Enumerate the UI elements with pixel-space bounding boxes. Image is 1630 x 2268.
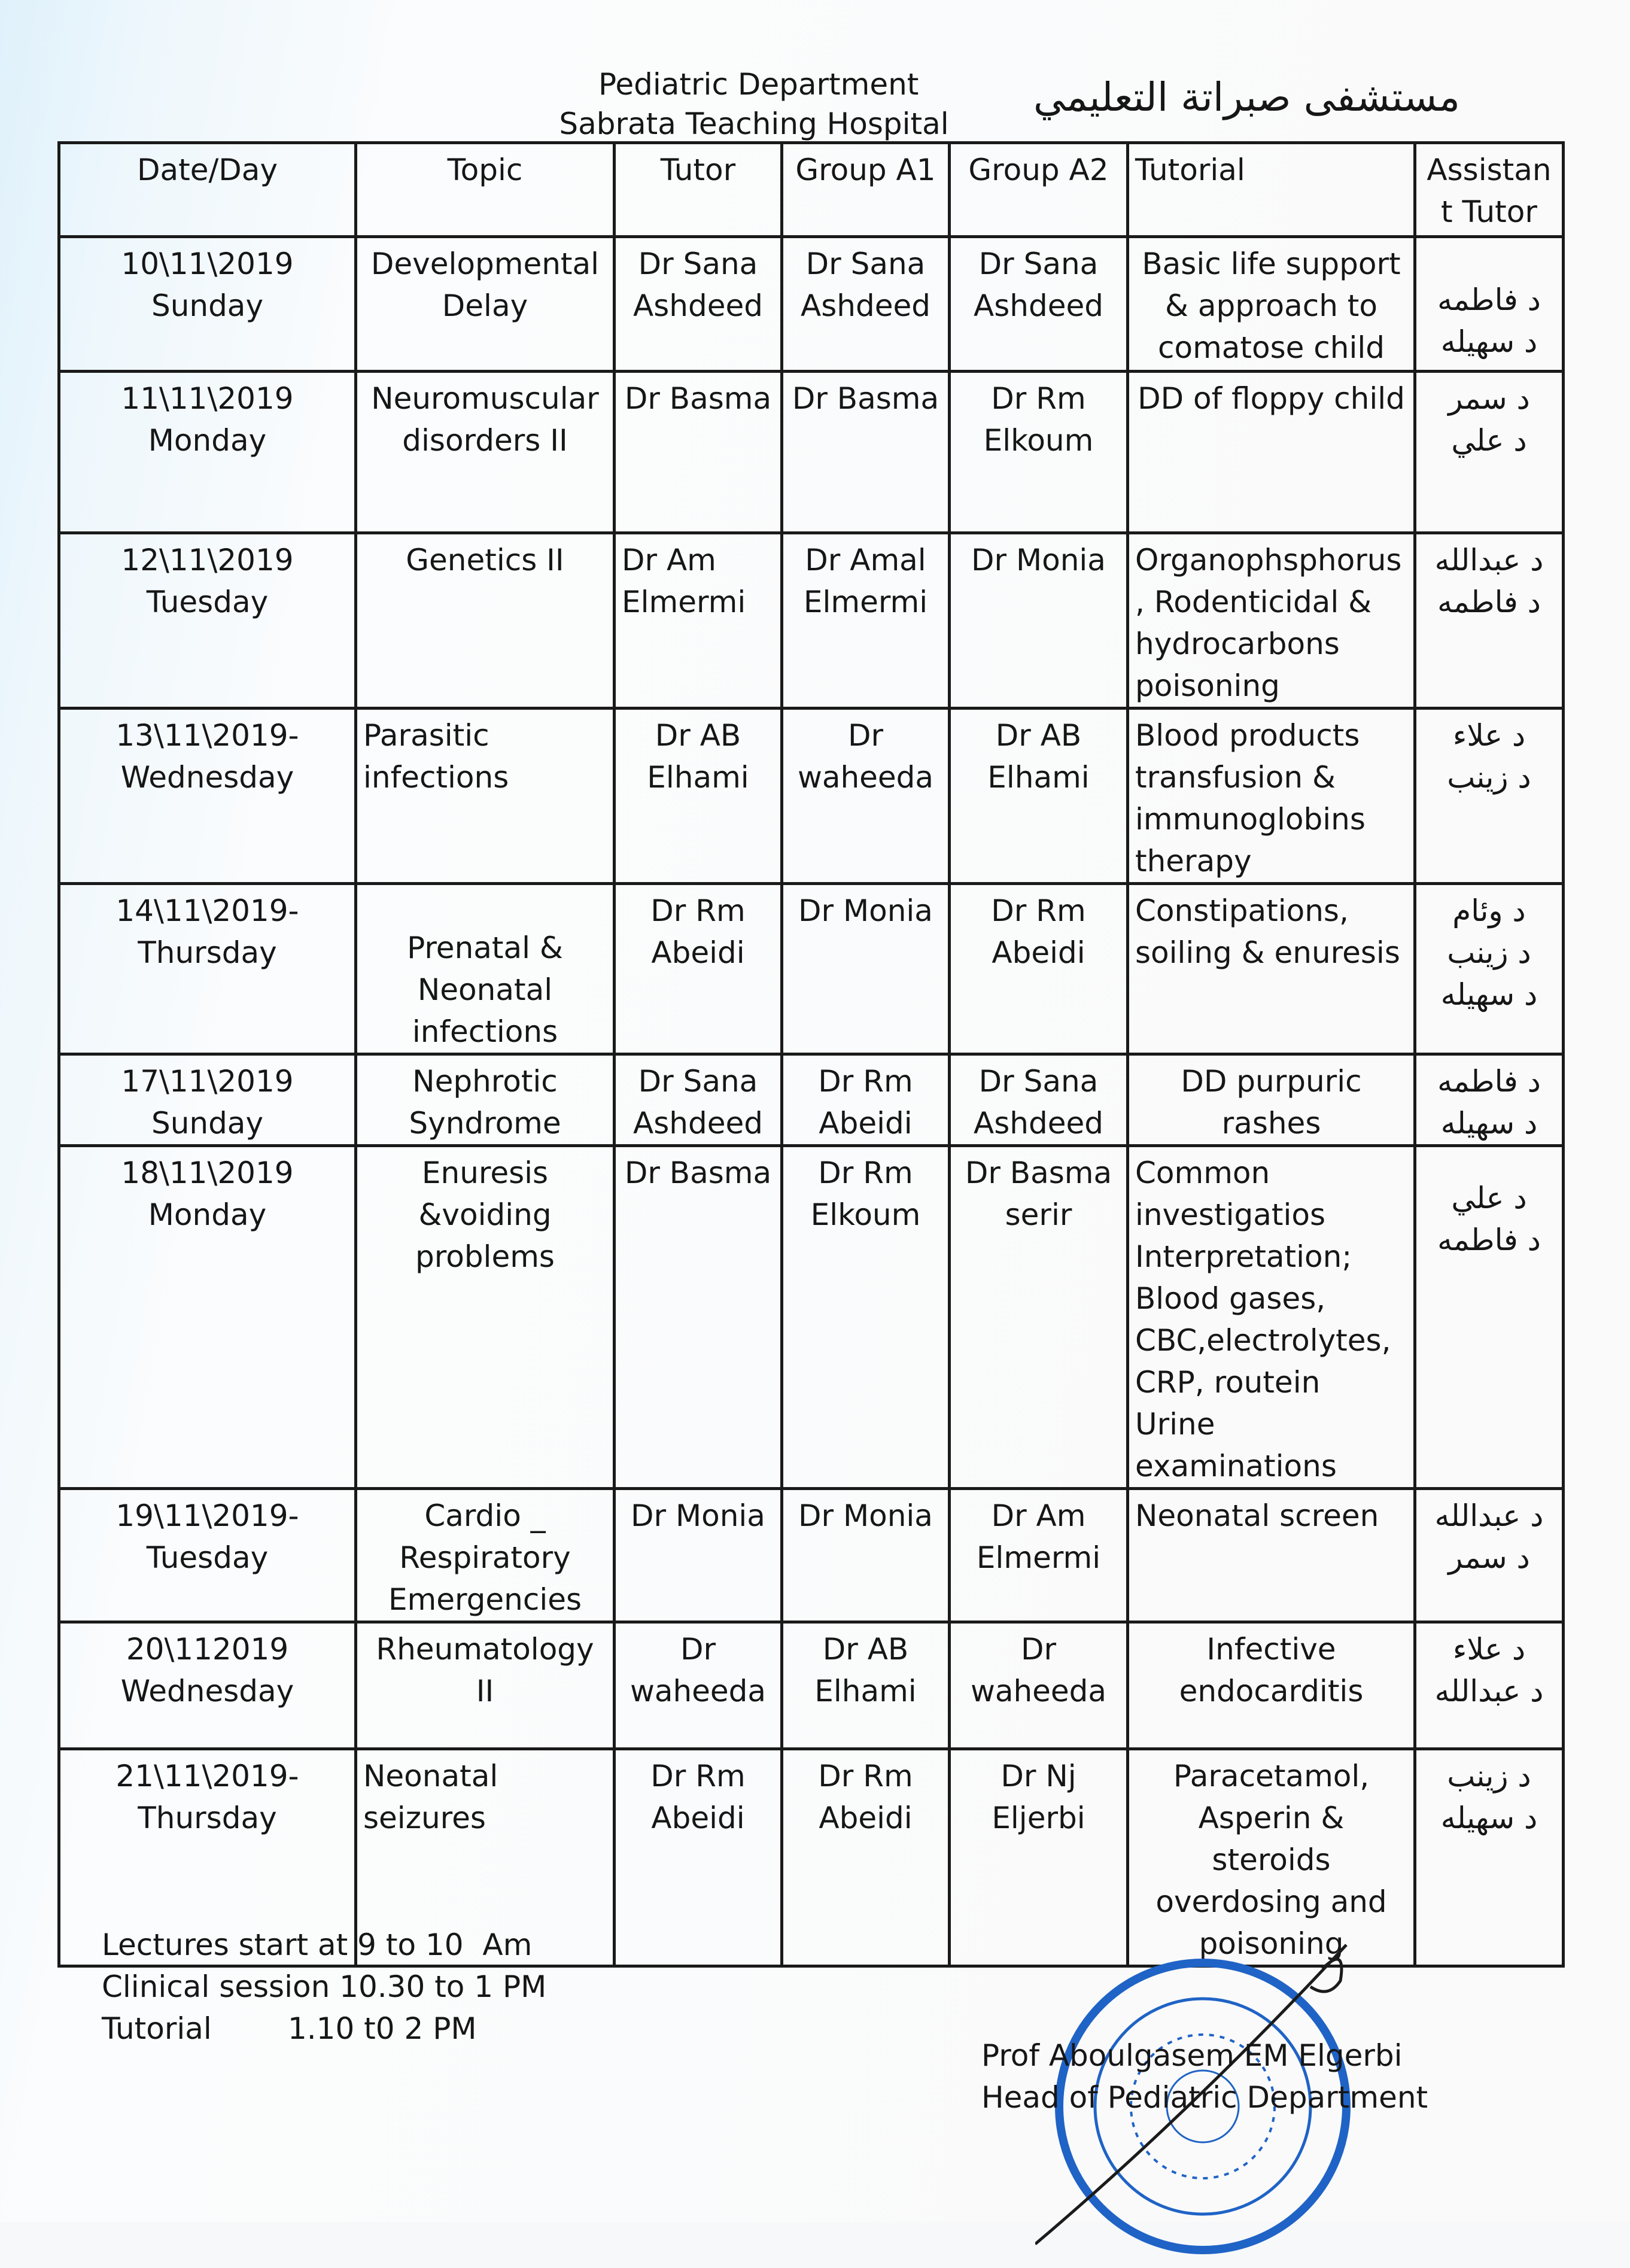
assistant-cell xyxy=(1415,533,1564,709)
assistant-name: د سهيله xyxy=(1440,977,1538,1012)
department-title: Pediatric Department xyxy=(598,67,919,102)
tutorial-cell: Constipations, soiling & enuresis xyxy=(1128,884,1415,1054)
assistant-name: د سمر xyxy=(1448,381,1530,416)
day: Wednesday xyxy=(120,760,294,795)
table-row xyxy=(59,1146,1564,1489)
day: Monday xyxy=(148,423,267,458)
group-a1-cell: Dr Amal Elmermi xyxy=(782,533,950,709)
assistant-name: د زينب xyxy=(1447,760,1531,795)
clinical-time: Clinical session 10.30 to 1 PM xyxy=(102,1969,547,2004)
date: 19\11\2019- xyxy=(115,1498,299,1533)
col-header-date: Date/Day xyxy=(59,143,356,237)
date-cell xyxy=(59,372,356,533)
day: Tuesday xyxy=(146,585,269,619)
group-a1-cell: Dr Rm Abeidi xyxy=(782,1749,950,1966)
tutorial-cell: Paracetamol, Asperin & steroids overdosing and poisoning xyxy=(1128,1749,1415,1966)
day: Wednesday xyxy=(120,1674,294,1708)
tutor-cell: Dr Rm Abeidi xyxy=(615,1749,782,1966)
date-cell xyxy=(59,1622,356,1749)
tutorial-cell: Organophsphorus , Rodenticidal & hydrocarbons poisoning xyxy=(1128,533,1415,709)
topic-cell: Prenatal & Neonatal infections xyxy=(356,884,615,1054)
day: Tuesday xyxy=(146,1540,269,1575)
signatory-name: Prof Aboulgasem EM Elgerbi xyxy=(981,2038,1403,2073)
hospital-arabic-title: مستشفى صبراتة التعليمي xyxy=(1033,74,1460,120)
group-a1-cell: Dr Monia xyxy=(782,1489,950,1622)
group-a1-cell: Dr Sana Ashdeed xyxy=(782,237,950,372)
lectures-time: Lectures start at 9 to 10 Am xyxy=(102,1928,533,1962)
assistant-cell xyxy=(1415,884,1564,1054)
topic-cell: Rheumatology II xyxy=(356,1622,615,1749)
date-cell xyxy=(59,237,356,372)
group-a2-cell: Dr Sana Ashdeed xyxy=(950,1054,1128,1146)
signatory-title: Head of Pediatric Department xyxy=(981,2080,1428,2115)
assistant-name: د سهيله xyxy=(1440,324,1538,359)
date-cell xyxy=(59,533,356,709)
group-a2-cell: Dr Rm Elkoum xyxy=(950,372,1128,533)
group-a2-cell: Dr Rm Abeidi xyxy=(950,884,1128,1054)
tutor-cell: Dr Rm Abeidi xyxy=(615,884,782,1054)
day: Sunday xyxy=(151,288,264,323)
col-header-topic: Topic xyxy=(356,143,615,237)
assistant-cell xyxy=(1415,372,1564,533)
assistant-cell xyxy=(1415,1622,1564,1749)
assistant-cell xyxy=(1415,709,1564,884)
date: 18\11\2019 xyxy=(121,1156,294,1190)
date: 11\11\2019 xyxy=(121,381,294,416)
tutorial-time: Tutorial 1.10 t0 2 PM xyxy=(102,2011,477,2046)
assistant-name: د عبدالله xyxy=(1434,1674,1544,1708)
assistant-cell xyxy=(1415,1749,1564,1966)
date: 14\11\2019- xyxy=(115,893,299,928)
date: 12\11\2019 xyxy=(121,543,294,577)
assistant-name: د فاطمه xyxy=(1437,1064,1541,1099)
group-a2-cell: Dr Monia xyxy=(950,533,1128,709)
col-header-group-a2: Group A2 xyxy=(950,143,1128,237)
tutor-cell: Dr Am Elmermi xyxy=(615,533,782,709)
tutorial-cell: DD of floppy child xyxy=(1128,372,1415,533)
topic-cell: Neonatal seizures xyxy=(356,1749,615,1966)
tutorial-cell: Common investigatios Interpretation; Blood gases, CBC,electrolytes, CRP, routein Urine examinations xyxy=(1128,1146,1415,1489)
assistant-name: د زينب xyxy=(1447,935,1531,970)
group-a1-cell: Dr Rm Abeidi xyxy=(782,1054,950,1146)
group-a2-cell: Dr Nj Eljerbi xyxy=(950,1749,1128,1966)
assistant-name: د علاء xyxy=(1452,718,1526,753)
date: 21\11\2019- xyxy=(115,1759,299,1793)
day: Monday xyxy=(148,1197,267,1232)
assistant-name: د فاطمه xyxy=(1437,1223,1541,1257)
group-a1-cell: Dr AB Elhami xyxy=(782,1622,950,1749)
group-a1-cell: Dr waheeda xyxy=(782,709,950,884)
date-cell xyxy=(59,709,356,884)
table-row xyxy=(59,884,1564,1054)
assistant-name: د سهيله xyxy=(1440,1106,1538,1141)
assistant-name: د فاطمه xyxy=(1437,282,1541,317)
col-header-tutorial: Tutorial xyxy=(1128,143,1415,237)
table-row xyxy=(59,1622,1564,1749)
assistant-name: د علي xyxy=(1451,1181,1527,1215)
assistant-name: د سهيله xyxy=(1440,1801,1538,1835)
assistant-cell xyxy=(1415,237,1564,372)
date-cell xyxy=(59,1146,356,1489)
group-a2-cell: Dr Basma serir xyxy=(950,1146,1128,1489)
date-cell xyxy=(59,1054,356,1146)
assistant-cell xyxy=(1415,1146,1564,1489)
tutorial-cell: Blood products transfusion & immunoglobins therapy xyxy=(1128,709,1415,884)
day: Thursday xyxy=(138,1801,277,1835)
table-row xyxy=(59,237,1564,372)
group-a2-cell: Dr waheeda xyxy=(950,1622,1128,1749)
assistant-name: د فاطمه xyxy=(1437,585,1541,619)
col-header-assistant: Assistant Tutor xyxy=(1415,143,1564,237)
group-a2-cell: Dr AB Elhami xyxy=(950,709,1128,884)
group-a1-cell: Dr Basma xyxy=(782,372,950,533)
assistant-name: د عبدالله xyxy=(1434,1498,1544,1533)
col-header-tutor: Tutor xyxy=(615,143,782,237)
topic-cell: Cardio _ Respiratory Emergencies xyxy=(356,1489,615,1622)
group-a1-cell: Dr Rm Elkoum xyxy=(782,1146,950,1489)
topic-cell: Nephrotic Syndrome xyxy=(356,1054,615,1146)
signature-block xyxy=(981,2035,1428,2118)
tutor-cell: Dr Sana Ashdeed xyxy=(615,1054,782,1146)
table-row xyxy=(59,533,1564,709)
session-times xyxy=(102,1924,546,2050)
table-row xyxy=(59,1489,1564,1622)
day: Sunday xyxy=(151,1106,264,1141)
assistant-cell xyxy=(1415,1054,1564,1146)
tutorial-cell: Basic life support & approach to comatose child xyxy=(1128,237,1415,372)
group-a2-cell: Dr Am Elmermi xyxy=(950,1489,1128,1622)
date-cell xyxy=(59,1489,356,1622)
day: Thursday xyxy=(138,935,277,970)
hospital-title: Sabrata Teaching Hospital xyxy=(559,107,949,141)
tutorial-cell: Infective endocarditis xyxy=(1128,1622,1415,1749)
schedule-table xyxy=(57,141,1565,1968)
topic-cell: Parasitic infections xyxy=(356,709,615,884)
tutorial-cell: DD purpuric rashes xyxy=(1128,1054,1415,1146)
assistant-name: د سمر xyxy=(1448,1540,1530,1575)
tutor-cell: Dr waheeda xyxy=(615,1622,782,1749)
assistant-name: د وئام xyxy=(1452,893,1526,928)
table-row xyxy=(59,372,1564,533)
table-row xyxy=(59,709,1564,884)
table-header-row xyxy=(59,143,1564,237)
tutorial-cell: Neonatal screen xyxy=(1128,1489,1415,1622)
tutor-cell: Dr Monia xyxy=(615,1489,782,1622)
assistant-name: د عبدالله xyxy=(1434,543,1544,577)
assistant-name: د زينب xyxy=(1447,1759,1531,1793)
assistant-name: د علي xyxy=(1451,423,1527,458)
date: 10\11\2019 xyxy=(121,247,294,281)
date: 20\112019 xyxy=(126,1632,289,1667)
topic-cell: Developmental Delay xyxy=(356,237,615,372)
col-header-group-a1: Group A1 xyxy=(782,143,950,237)
topic-cell: Neuromuscular disorders II xyxy=(356,372,615,533)
group-a2-cell: Dr Sana Ashdeed xyxy=(950,237,1128,372)
date: 13\11\2019- xyxy=(115,718,299,753)
date: 17\11\2019 xyxy=(121,1064,294,1099)
assistant-cell xyxy=(1415,1489,1564,1622)
table-row xyxy=(59,1054,1564,1146)
tutor-cell: Dr AB Elhami xyxy=(615,709,782,884)
topic-cell: Genetics II xyxy=(356,533,615,709)
tutor-cell: Dr Basma xyxy=(615,1146,782,1489)
tutor-cell: Dr Sana Ashdeed xyxy=(615,237,782,372)
tutor-cell: Dr Basma xyxy=(615,372,782,533)
group-a1-cell: Dr Monia xyxy=(782,884,950,1054)
date-cell xyxy=(59,884,356,1054)
assistant-name: د علاء xyxy=(1452,1632,1526,1667)
topic-cell: Enuresis &voiding problems xyxy=(356,1146,615,1489)
